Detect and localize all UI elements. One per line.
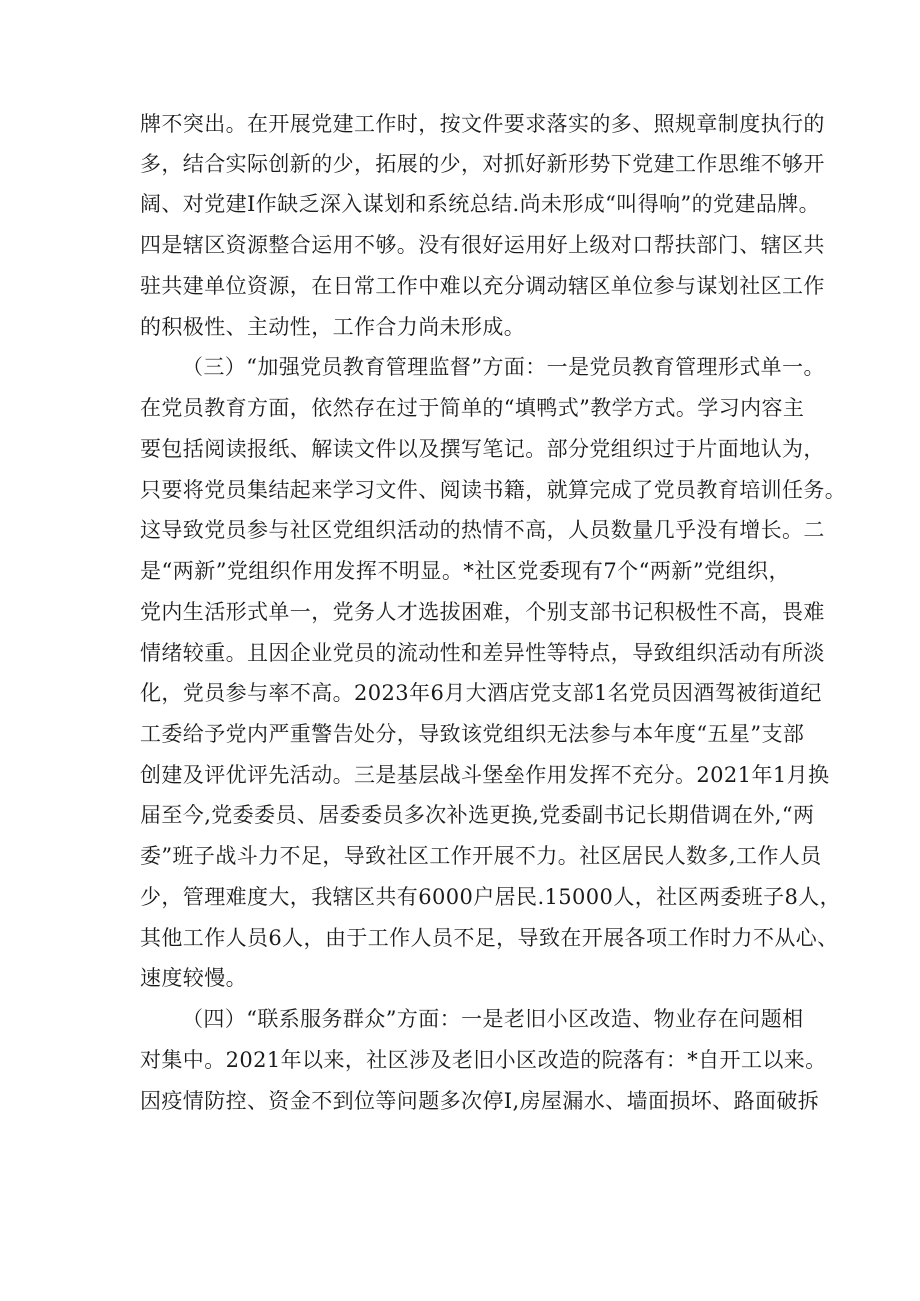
text-line: 四是辖区资源整合运用不够。没有很好运用好上级对口帮扶部门、辖区共 bbox=[140, 233, 825, 257]
text-line: 牌不突出。在开展党建工作时，按文件要求落实的多、照规章制度执行的 bbox=[140, 112, 825, 136]
text-line: 多，结合实际创新的少，拓展的少，对抓好新形势下党建工作思维不够开 bbox=[140, 152, 825, 176]
text-line: 情绪较重。且因企业党员的流动性和差异性等特点，导致组织活动有所淡 bbox=[140, 641, 825, 665]
text-line: 这导致党员参与社区党组织活动的热情不高，人员数量几乎没有增长。二 bbox=[140, 518, 825, 542]
text-line: 少，管理难度大，我辖区共有6000户居民.15000人，社区两委班子8人， bbox=[140, 885, 842, 909]
section-heading-line: （三）“加强党员教育管理监督”方面：一是党员教育管理形式单一。 bbox=[182, 355, 825, 379]
text-line: 创建及评优评先活动。三是基层战斗堡垒作用发挥不充分。2021年1月换 bbox=[140, 763, 830, 787]
text-line: 委”班子战斗力不足，导致社区工作开展不力。社区居民人数多,工作人员 bbox=[140, 844, 822, 868]
text-line: 驻共建单位资源，在日常工作中难以充分调动辖区单位参与谋划社区工作 bbox=[140, 274, 825, 298]
text-line: 其他工作人员6人，由于工作人员不足，导致在开展各项工作时力不从心、 bbox=[140, 926, 839, 950]
text-line: 是“两新”党组织作用发挥不明显。*社区党委现有7个“两新”党组织， bbox=[140, 559, 790, 583]
text-line: 的积极性、主动性，工作合力尚未形成。 bbox=[140, 315, 526, 339]
text-line: 要包括阅读报纸、解读文件以及撰写笔记。部分党组织过于片面地认为， bbox=[140, 437, 825, 461]
text-line: 对集中。2021年以来，社区涉及老旧小区改造的院落有：*自开工以来。 bbox=[140, 1048, 827, 1072]
text-line: 只要将党员集结起来学习文件、阅读书籍，就算完成了党员教育培训任务。 bbox=[140, 478, 847, 502]
text-line: 工委给予党内严重警告处分，导致该党组织无法参与本年度“五星”支部 bbox=[140, 722, 805, 746]
text-line: 阔、对党建I作缺乏深入谋划和系统总结.尚未形成“叫得响”的党建品牌。 bbox=[140, 192, 821, 216]
section-heading-line: （四）“联系服务群众”方面：一是老旧小区改造、物业存在问题相 bbox=[182, 1007, 804, 1031]
text-line: 在党员教育方面，依然存在过于简单的“填鸭式”教学方式。学习内容主 bbox=[140, 396, 805, 420]
text-line: 速度较慢。 bbox=[140, 966, 247, 990]
text-line: 届至今,党委委员、居委委员多次补选更换,党委副书记长期借调在外,“两 bbox=[140, 803, 815, 827]
text-line: 化，党员参与率不高。2023年6月大酒店党支部1名党员因酒驾被街道纪 bbox=[140, 681, 822, 705]
text-line: 因疫情防控、资金不到位等问题多次停I,房屋漏水、墙面损坏、路面破拆 bbox=[140, 1089, 820, 1113]
text-line: 党内生活形式单一，党务人才选拔困难，个别支部书记积极性不高，畏难 bbox=[140, 600, 825, 624]
